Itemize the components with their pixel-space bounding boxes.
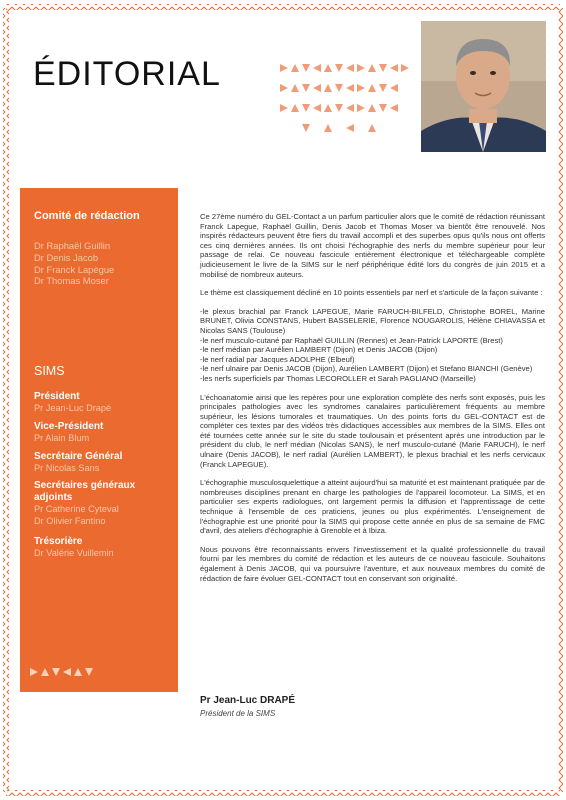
sidebar-panel [20, 188, 178, 692]
role-block-vice-president [34, 421, 103, 445]
signature-name: Pr Jean-Luc DRAPÉ [200, 695, 296, 706]
contributor-line: -le nerf musculo-cutané par Raphaël GUILLIN (Rennes) et Jean-Patrick LAPORTE (Brest) [200, 335, 503, 345]
committee-member: Dr Franck Lapègue [34, 263, 115, 275]
role-block-treasurer [34, 536, 114, 560]
role-name: Dr Valérie Vuillemin [34, 548, 114, 558]
role-label: Vice-Président [34, 421, 104, 432]
contributors-list [200, 307, 545, 384]
sidebar-decorative-triangles [30, 668, 100, 678]
contributor-line: -le nerf ulnaire par Denis JACOB (Dijon), Aurélien LAMBERT (Dijon) et Stefano BIANCHI (Genève) [200, 364, 533, 374]
article-paragraph: Nous pouvons être reconnaissants envers l'investissement et la qualité professionnelle du travail fourni par les membres du comité de rédaction et les auteurs de ce nouveau fascicule. Souhaitons également à Denis JACOB, qui va poursuivre l'aventure, et aux nouveaux membres du comité de rédaction de faire évoluer GEL-CONTACT tout en conservant son originalité. [200, 544, 545, 583]
role-name: Pr Jean-Luc Drapé [34, 403, 112, 413]
article-paragraph: Le thème est classiquement décliné en 10 points essentiels par nerf et s'articule de la façon suivante : [200, 288, 543, 298]
committee-member: Dr Denis Jacob [34, 251, 99, 263]
role-name: Pr Nicolas Sans [34, 463, 100, 473]
role-block-president [34, 391, 111, 415]
contributor-line: -le plexus brachial par Franck LAPEGUE, Marie FARUCH-BILFELD, Christophe BOREL, Marine BRUNET, Olivia CONSTANS, Hubert BASSELERIE, Florence NOUGAROLIS, Hélène CHIAVASSA et Nicolas SANS (Toulouse) [200, 306, 545, 335]
decorative-triangles [280, 64, 410, 144]
signature-role: Président de la SIMS [200, 709, 276, 718]
contributor-line: -le nerf radial par Jacques ADOLPHE (Elbeuf) [200, 354, 355, 364]
article-paragraph: Ce 27ème numéro du GEL-Contact a un parfum particulier alors que le comité de rédaction réunissant Franck Lapegue, Raphaël Guillin, Denis Jacob et Thomas Moser va bientôt être renouvelé. Nos inspirés rédacteurs peuvent être fiers du travail accompli et des superbes opus qu'ils nous ont offerts ces cinq dernières années. Ils ont choisi l'échographie des nerfs du membre supérieur pour leur passage de relai. Ce nouveau fascicule entièrement électronique et téléchargeable complète judicieusement le livre de la SIMS sur le nerf périphérique édité lors du congrès de juin 2015 et a mobilisé de nombreux auteurs. [200, 212, 545, 279]
role-name: Pr Alain Blum [34, 433, 90, 443]
role-name: Pr Catherine Cyteval [34, 504, 119, 514]
article-paragraph: L'échographie musculosquelettique a atteint aujourd'hui sa maturité et est maintenant pratiquée par de nombreuses disciplines prenant en charge les pathologies de l'appareil locomoteur. La SIMS, et en particulier ses experts radiologues, ont largement permis la diffusion et l'apprentissage de cette technique à l'ensemble de ces praticiens, jeunes ou plus expérimentés. L'enseignement de l'échographie est une priorité pour la SIMS qui propose cette année en plus de sa semaine de FMC d'avril, des ateliers d'échographie à Grenoble et à Ibiza. [200, 478, 545, 536]
committee-member: Dr Raphaël Guillin [34, 240, 111, 251]
role-label: Secrétaires généraux adjoints [34, 480, 136, 503]
role-name: Dr Olivier Fantino [34, 515, 106, 526]
page-title: ÉDITORIAL [33, 55, 221, 93]
role-label: Trésorière [34, 536, 83, 547]
author-portrait [421, 21, 546, 152]
article-paragraph: L'échoanatomie ainsi que les repères pour une exploration complète des nerfs sont exposés, puis les principales pathologies avec les syndromes canalaires particulièrement fréquents au membre supérieur, les lésions tumorales et traumatiques. Un des points forts du GEL-CONTACT est de compléter ces textes par des vidéos très didactiques accessibles aux membres de la SIMS. Elles ont été tournées cette année sur le site du stade toulousain et présentent après une introduction par le président du club, le nerf médian (Nicolas SANS), le nerf musculo-cutané (Marie FARUCH), le nerf ulnaire (Denis JACOB), le nerf radial (Aurélien LAMBERT), le plexus brachial et les nerfs cervicaux (Franck LAPEGUE). [200, 392, 545, 469]
role-block-deputy-secretaries [34, 480, 174, 527]
article-body [200, 212, 545, 592]
committee-list [34, 240, 114, 287]
role-label: Président [34, 391, 80, 402]
role-block-secretary-general [34, 451, 122, 475]
contributor-line: -les nerfs superficiels par Thomas LECOROLLER et Sarah PAGLIANO (Marseille) [200, 373, 476, 383]
contributor-line: -le nerf médian par Aurélien LAMBERT (Dijon) et Denis JACOB (Dijon) [200, 345, 438, 355]
role-label: Secrétaire Général [34, 451, 123, 462]
committee-member: Dr Thomas Moser [34, 275, 109, 287]
sims-title: SIMS [34, 364, 65, 378]
committee-title: Comité de rédaction [34, 210, 140, 222]
